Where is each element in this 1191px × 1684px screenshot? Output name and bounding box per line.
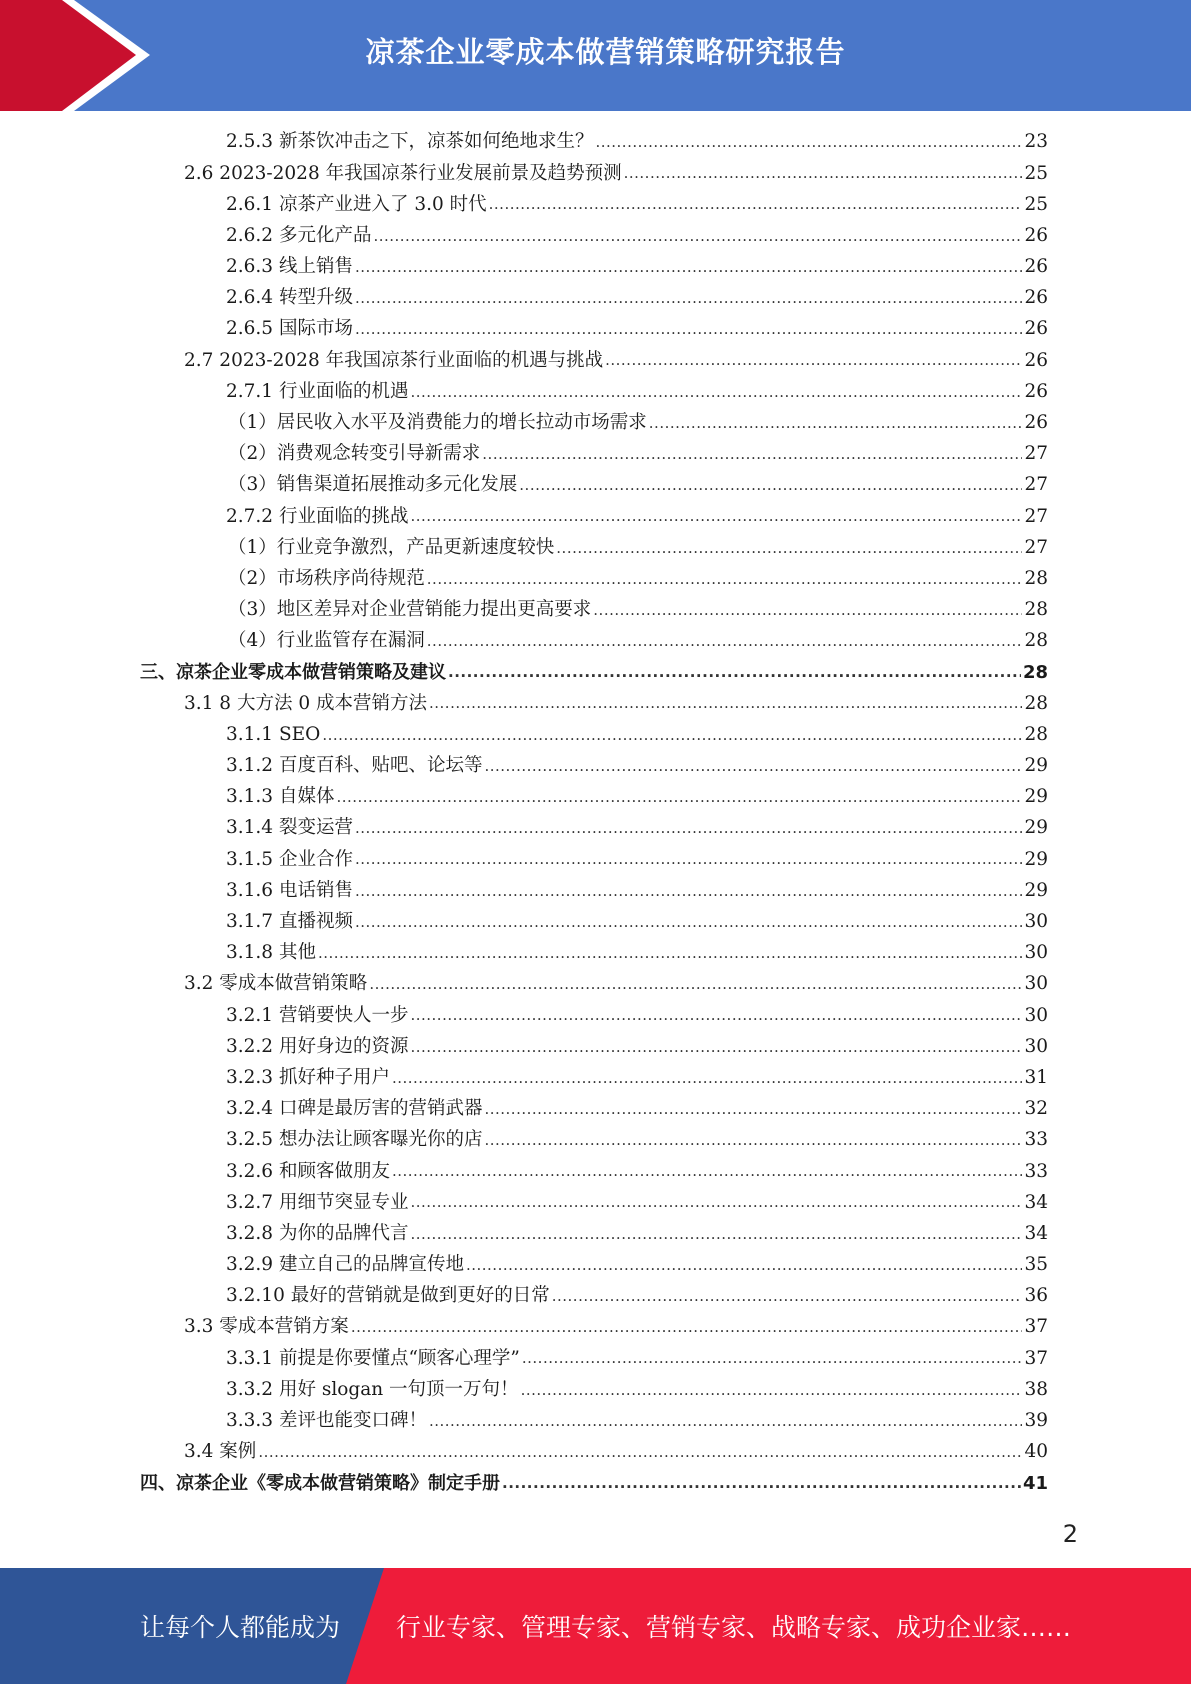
toc-leader-dots: [448, 665, 1021, 680]
toc-leader-dots: [410, 1195, 1022, 1210]
toc-leader-dots: [521, 1383, 1023, 1398]
toc-entry[interactable]: [140, 813, 1048, 844]
toc-entry-page: 30: [1024, 1004, 1048, 1026]
toc-entry-page: 33: [1024, 1160, 1048, 1182]
toc-entry[interactable]: [140, 1312, 1048, 1343]
toc-entry-page: 29: [1024, 848, 1048, 870]
toc-leader-dots: [484, 1102, 1022, 1117]
toc-entry[interactable]: [140, 1281, 1048, 1312]
toc-entry[interactable]: [140, 1094, 1048, 1125]
toc-entry[interactable]: [140, 688, 1048, 719]
toc-entry[interactable]: [140, 1406, 1048, 1437]
toc-entry[interactable]: [140, 283, 1048, 314]
toc-entry[interactable]: [140, 1375, 1048, 1406]
toc-entry-label: 3.1.2 百度百科、贴吧、论坛等: [226, 755, 483, 777]
toc-entry-page: 36: [1024, 1285, 1048, 1307]
toc-entry-page: 29: [1024, 755, 1048, 777]
toc-leader-dots: [593, 603, 1022, 618]
toc-entry-label: 3.1.3 自媒体: [226, 786, 335, 808]
toc-entry[interactable]: [140, 127, 1048, 158]
toc-entry-label: （2）消费观念转变引导新需求: [228, 443, 481, 465]
toc-entry[interactable]: [140, 1343, 1048, 1374]
toc-leader-dots: [355, 260, 1023, 275]
toc-entry[interactable]: [140, 1156, 1048, 1187]
toc-entry[interactable]: [140, 470, 1048, 501]
toc-leader-dots: [410, 509, 1022, 524]
toc-leader-dots: [410, 385, 1022, 400]
toc-entry[interactable]: [140, 938, 1048, 969]
toc-entry-page: 33: [1024, 1129, 1048, 1151]
toc-leader-dots: [351, 1320, 1023, 1335]
toc-entry-page: 38: [1024, 1378, 1048, 1400]
toc-entry-label: 3.3.3 差评也能变口碑！: [226, 1410, 427, 1432]
toc-entry-page: 31: [1024, 1066, 1048, 1088]
toc-entry-page: 40: [1024, 1441, 1048, 1463]
toc-entry-page: 28: [1024, 567, 1048, 589]
toc-entry-page: 23: [1024, 131, 1048, 153]
toc-entry-label: （2）市场秩序尚待规范: [228, 567, 425, 589]
toc-entry[interactable]: [140, 439, 1048, 470]
toc-leader-dots: [355, 852, 1023, 867]
toc-entry[interactable]: [140, 1219, 1048, 1250]
toc-entry-page: 32: [1024, 1098, 1048, 1120]
toc-entry-page: 30: [1024, 1035, 1048, 1057]
toc-entry-label: 2.7.1 行业面临的机遇: [226, 380, 409, 402]
toc-entry[interactable]: [140, 720, 1048, 751]
toc-entry-page: 25: [1024, 162, 1048, 184]
toc-entry-page: 28: [1024, 723, 1048, 745]
toc-leader-dots: [318, 946, 1023, 961]
toc-leader-dots: [489, 197, 1023, 212]
toc-entry-page: 30: [1024, 942, 1048, 964]
toc-entry-label: 3.2.10 最好的营销就是做到更好的日常: [226, 1285, 550, 1307]
toc-entry-page: 27: [1024, 505, 1048, 527]
toc-entry-page: 34: [1024, 1222, 1048, 1244]
toc-entry-page: 41: [1022, 1472, 1048, 1494]
toc-entry-label: 2.7.2 行业面临的挑战: [226, 505, 409, 527]
toc-entry-label: 3.1.7 直播视频: [226, 911, 353, 933]
toc-entry-label: （3）地区差异对企业营销能力提出更高要求: [228, 599, 592, 621]
toc-leader-dots: [355, 884, 1023, 899]
page-number: 2: [1062, 1520, 1078, 1548]
toc-leader-dots: [595, 135, 1022, 150]
toc-entry-page: 28: [1024, 630, 1048, 652]
toc-entry-page: 28: [1022, 661, 1048, 683]
toc-entry-label: 3.2.8 为你的品牌代言: [226, 1222, 409, 1244]
toc-entry-label: 3.2.3 抓好种子用户: [226, 1066, 390, 1088]
toc-entry-page: 26: [1024, 287, 1048, 309]
toc-entry-label: 3.4 案例: [184, 1441, 257, 1463]
toc-entry[interactable]: [140, 657, 1048, 688]
toc-leader-dots: [392, 1164, 1022, 1179]
toc-entry-label: 3.2 零成本做营销策略: [184, 973, 368, 995]
toc-entry-page: 27: [1024, 443, 1048, 465]
toc-entry-page: 26: [1024, 256, 1048, 278]
toc-leader-dots: [484, 1133, 1022, 1148]
toc-entry-label: 3.2.7 用细节突显专业: [226, 1191, 409, 1213]
toc-entry[interactable]: [140, 314, 1048, 345]
toc-entry-label: 3.3.1 前提是你要懂点“顾客心理学”: [226, 1347, 520, 1369]
toc-leader-dots: [649, 416, 1023, 431]
toc-entry-label: 3.2.9 建立自己的品牌宣传地: [226, 1254, 464, 1276]
toc-entry-page: 29: [1024, 817, 1048, 839]
toc-entry[interactable]: [140, 564, 1048, 595]
toc-entry[interactable]: [140, 1437, 1048, 1468]
toc-leader-dots: [482, 447, 1022, 462]
toc-leader-dots: [410, 1040, 1022, 1055]
toc-entry-page: 26: [1024, 224, 1048, 246]
toc-entry[interactable]: [140, 345, 1048, 376]
toc-entry[interactable]: [140, 595, 1048, 626]
toc-leader-dots: [369, 977, 1022, 992]
toc-entry-label: 2.6.3 线上销售: [226, 256, 353, 278]
toc-entry[interactable]: [140, 501, 1048, 532]
toc-entry-page: 37: [1024, 1316, 1048, 1338]
toc-entry[interactable]: [140, 782, 1048, 813]
toc-entry-page: 26: [1024, 349, 1048, 371]
toc-leader-dots: [519, 478, 1022, 493]
toc-entry-label: （3）销售渠道拓展推动多元化发展: [228, 474, 518, 496]
toc-entry[interactable]: [140, 1000, 1048, 1031]
toc-entry[interactable]: [140, 907, 1048, 938]
toc-entry-page: 29: [1024, 879, 1048, 901]
toc-entry-label: 2.5.3 新茶饮冲击之下，凉茶如何绝地求生？: [226, 131, 594, 153]
toc-leader-dots: [556, 541, 1022, 556]
toc-leader-dots: [258, 1445, 1022, 1460]
toc-entry-label: 3.1.8 其他: [226, 942, 316, 964]
toc-leader-dots: [410, 1008, 1022, 1023]
page-footer: [0, 1568, 1191, 1684]
toc-entry-page: 26: [1024, 380, 1048, 402]
toc-entry-label: （1）居民收入水平及消费能力的增长拉动市场需求: [228, 412, 647, 434]
toc-entry[interactable]: [140, 158, 1048, 189]
toc-entry[interactable]: [140, 1250, 1048, 1281]
toc-entry-label: 2.6.2 多元化产品: [226, 224, 372, 246]
toc-entry-page: 30: [1024, 973, 1048, 995]
toc-entry-page: 34: [1024, 1191, 1048, 1213]
toc-leader-dots: [429, 696, 1022, 711]
toc-entry-label: （1）行业竞争激烈，产品更新速度较快: [228, 536, 555, 558]
report-title: 凉茶企业零成本做营销策略研究报告: [365, 34, 846, 69]
toc-leader-dots: [552, 1289, 1023, 1304]
toc-leader-dots: [502, 1476, 1021, 1491]
toc-entry[interactable]: [140, 1031, 1048, 1062]
toc-entry-label: 3.1.6 电话销售: [226, 879, 353, 901]
toc-entry[interactable]: [140, 626, 1048, 657]
table-of-contents: [140, 127, 1048, 1499]
toc-entry[interactable]: [140, 189, 1048, 220]
footer-slogan-right: 行业专家、管理专家、营销专家、战略专家、成功企业家……: [396, 1613, 1072, 1642]
toc-leader-dots: [484, 759, 1022, 774]
toc-entry-label: 3.2.4 口碑是最厉害的营销武器: [226, 1098, 483, 1120]
toc-leader-dots: [322, 728, 1022, 743]
toc-leader-dots: [355, 291, 1023, 306]
page-header: [0, 0, 1191, 111]
toc-entry[interactable]: [140, 844, 1048, 875]
toc-leader-dots: [624, 166, 1023, 181]
toc-leader-dots: [373, 229, 1022, 244]
toc-entry-page: 35: [1024, 1254, 1048, 1276]
toc-entry[interactable]: [140, 1063, 1048, 1094]
toc-entry[interactable]: [140, 969, 1048, 1000]
toc-entry-label: 3.2.6 和顾客做朋友: [226, 1160, 390, 1182]
toc-entry-page: 28: [1024, 692, 1048, 714]
toc-entry-page: 30: [1024, 911, 1048, 933]
toc-entry-page: 29: [1024, 786, 1048, 808]
toc-entry-page: 28: [1024, 599, 1048, 621]
toc-leader-dots: [522, 1351, 1023, 1366]
footer-slogan-left: 让每个人都能成为: [140, 1613, 341, 1642]
toc-entry[interactable]: [140, 408, 1048, 439]
toc-entry-label: 三、凉茶企业零成本做营销策略及建议: [140, 661, 446, 683]
toc-entry[interactable]: [140, 1468, 1048, 1499]
toc-entry[interactable]: [140, 377, 1048, 408]
toc-entry[interactable]: [140, 532, 1048, 563]
toc-entry-label: 2.6.4 转型升级: [226, 287, 353, 309]
toc-leader-dots: [429, 1414, 1022, 1429]
toc-entry-label: 四、凉茶企业《零成本做营销策略》制定手册: [140, 1472, 500, 1494]
toc-leader-dots: [336, 790, 1022, 805]
toc-entry-page: 26: [1024, 412, 1048, 434]
toc-leader-dots: [427, 634, 1023, 649]
toc-leader-dots: [605, 353, 1022, 368]
toc-entry-label: 3.2.2 用好身边的资源: [226, 1035, 409, 1057]
toc-leader-dots: [466, 1258, 1022, 1273]
toc-entry-label: 2.6.1 凉茶产业进入了 3.0 时代: [226, 193, 487, 215]
toc-entry-label: 3.2.1 营销要快人一步: [226, 1004, 409, 1026]
toc-entry-label: 3.3.2 用好 slogan 一句顶一万句！: [226, 1378, 519, 1400]
toc-entry[interactable]: [140, 1125, 1048, 1156]
toc-entry-label: 3.1.5 企业合作: [226, 848, 353, 870]
toc-entry-page: 27: [1024, 536, 1048, 558]
toc-leader-dots: [392, 1071, 1022, 1086]
toc-entry-label: 3.1.1 SEO: [226, 723, 321, 745]
toc-entry-page: 39: [1024, 1410, 1048, 1432]
toc-entry-label: 3.1.4 裂变运营: [226, 817, 353, 839]
toc-entry-page: 26: [1024, 318, 1048, 340]
toc-entry-label: （4）行业监管存在漏洞: [228, 630, 425, 652]
toc-entry[interactable]: [140, 221, 1048, 252]
toc-entry-page: 37: [1024, 1347, 1048, 1369]
toc-entry[interactable]: [140, 751, 1048, 782]
toc-entry-label: 2.7 2023-2028 年我国凉茶行业面临的机遇与挑战: [184, 349, 604, 371]
toc-entry-label: 2.6.5 国际市场: [226, 318, 353, 340]
toc-leader-dots: [355, 322, 1023, 337]
toc-entry-page: 27: [1024, 474, 1048, 496]
toc-entry-label: 3.1 8 大方法 0 成本营销方法: [184, 692, 427, 714]
toc-entry-label: 3.2.5 想办法让顾客曝光你的店: [226, 1129, 483, 1151]
toc-entry-page: 25: [1024, 193, 1048, 215]
toc-leader-dots: [410, 1227, 1022, 1242]
toc-leader-dots: [355, 915, 1023, 930]
toc-entry[interactable]: [140, 252, 1048, 283]
toc-entry-label: 3.3 零成本营销方案: [184, 1316, 349, 1338]
toc-entry[interactable]: [140, 1187, 1048, 1218]
toc-entry-label: 2.6 2023-2028 年我国凉茶行业发展前景及趋势预测: [184, 162, 622, 184]
toc-entry[interactable]: [140, 876, 1048, 907]
toc-leader-dots: [427, 572, 1023, 587]
toc-leader-dots: [355, 821, 1023, 836]
